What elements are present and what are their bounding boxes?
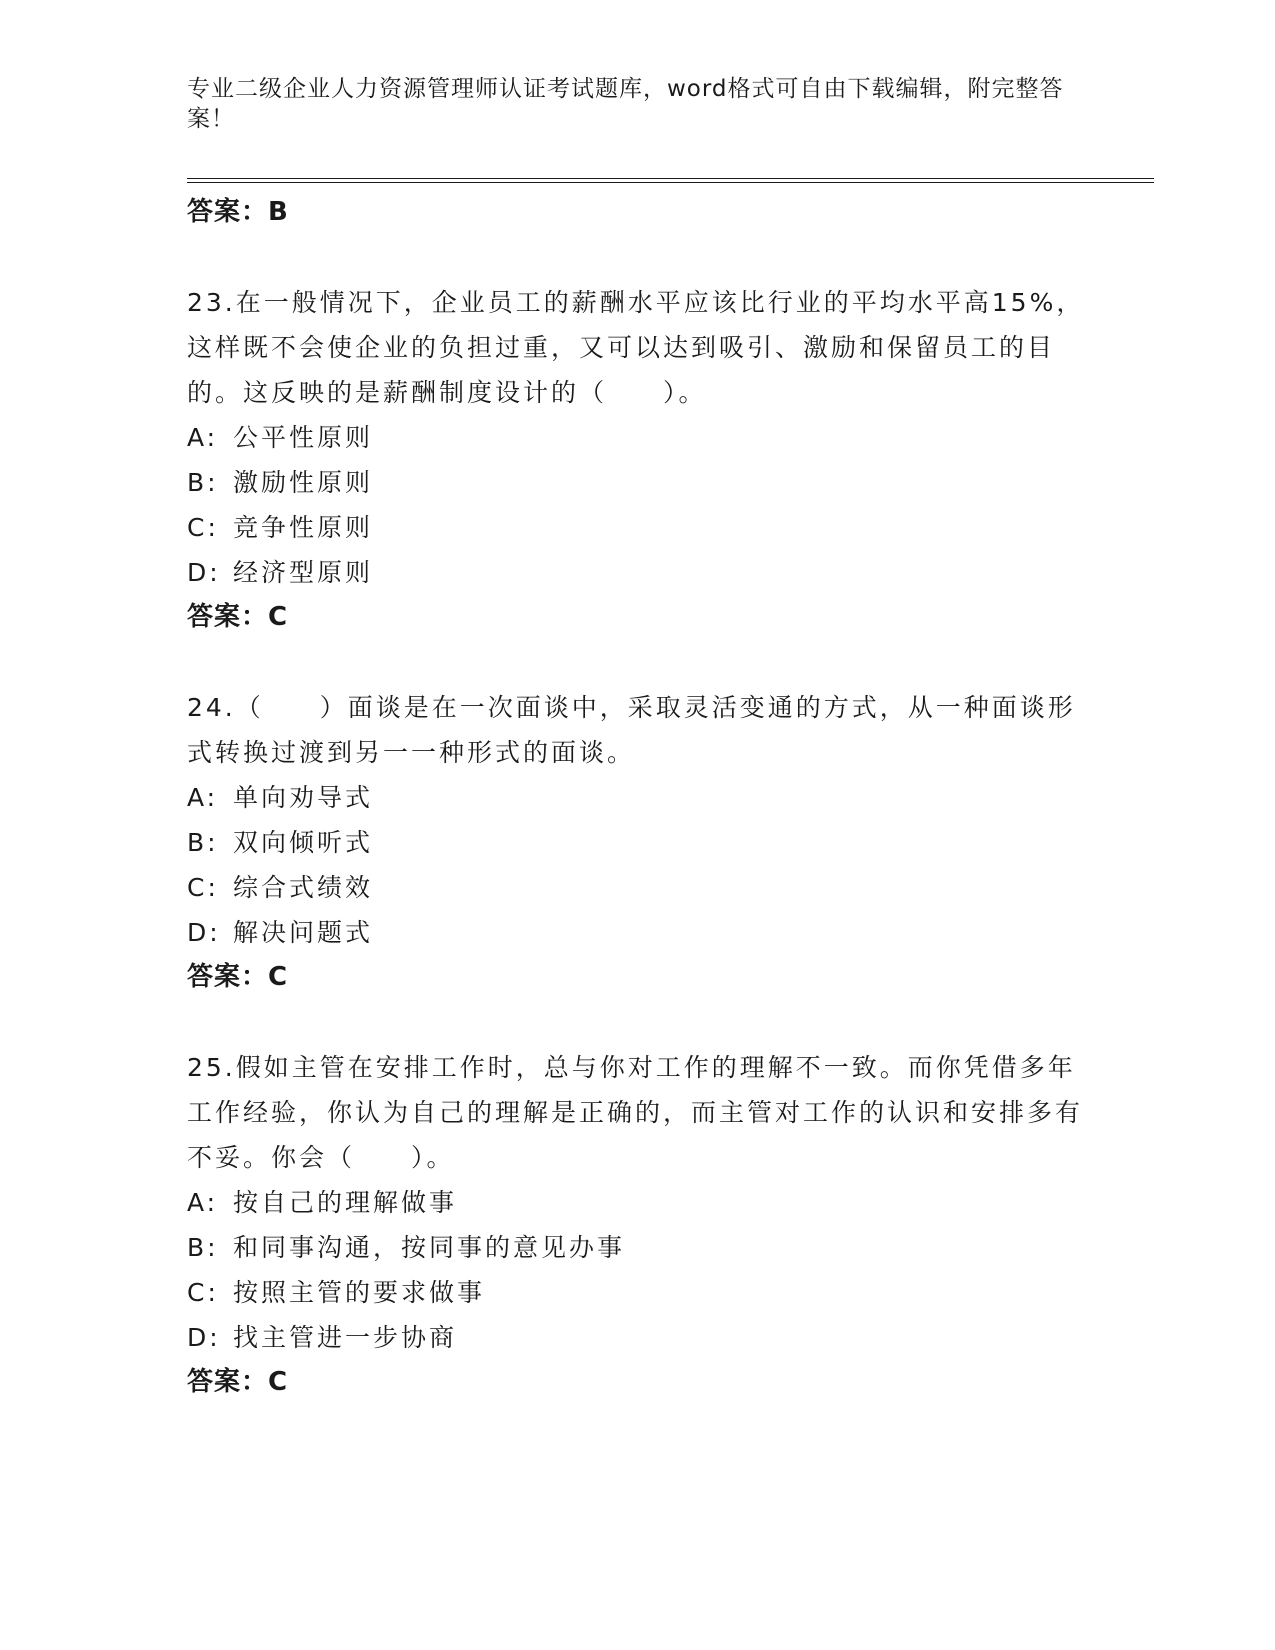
question-number: 23. — [187, 288, 236, 317]
option-b — [187, 820, 1087, 865]
option-key: A: — [187, 1188, 219, 1217]
header-divider-bottom — [187, 182, 1154, 183]
option-text: 竞争性原则 — [233, 513, 374, 542]
answer-value: C — [268, 1367, 289, 1397]
option-d — [187, 550, 1087, 595]
answer-value: C — [268, 602, 289, 632]
option-text: 和同事沟通，按同事的意见办事 — [233, 1233, 626, 1262]
document-header: 专业二级企业人力资源管理师认证考试题库，word格式可自由下载编辑，附完整答案！ — [187, 76, 1064, 132]
answer-label: 答案： — [187, 197, 269, 227]
question-spacer — [187, 640, 1087, 685]
option-key: D: — [187, 918, 221, 947]
option-c — [187, 1270, 1087, 1315]
option-c — [187, 865, 1087, 910]
question-spacer — [187, 235, 1087, 280]
question-number: 25. — [187, 1053, 236, 1082]
question-23 — [187, 280, 1087, 640]
answer-value: C — [268, 962, 289, 992]
answer-line — [187, 1360, 1087, 1405]
question-list — [187, 190, 1087, 1405]
question-text: 假如主管在安排工作时，总与你对工作的理解不一致。而你凭借多年工作经验，你认为自己的理解是正确的，而主管对工作的认识和安排多有不妥。你会（ ）。 — [187, 1053, 1084, 1172]
option-key: B: — [187, 1233, 219, 1262]
option-key: C: — [187, 513, 219, 542]
option-a — [187, 415, 1087, 460]
question-stem — [187, 1045, 1087, 1180]
answer-label: 答案： — [187, 1367, 269, 1397]
answer-label: 答案： — [187, 962, 269, 992]
question-stem — [187, 685, 1087, 775]
option-key: D: — [187, 1323, 221, 1352]
option-a — [187, 1180, 1087, 1225]
option-text: 解决问题式 — [233, 918, 374, 947]
option-key: B: — [187, 468, 219, 497]
question-text: 在一般情况下，企业员工的薪酬水平应该比行业的平均水平高15%，这样既不会使企业的负担过重，又可以达到吸引、激励和保留员工的目的。这反映的是薪酬制度设计的（ ）。 — [187, 288, 1085, 407]
question-stem — [187, 280, 1087, 415]
option-a — [187, 775, 1087, 820]
question-25 — [187, 1045, 1087, 1405]
question-24 — [187, 685, 1087, 1000]
question-text: （ ）面谈是在一次面谈中，采取灵活变通的方式，从一种面谈形式转换过渡到另一一种形式的面谈。 — [187, 693, 1076, 767]
option-key: A: — [187, 423, 219, 452]
option-text: 公平性原则 — [233, 423, 374, 452]
option-text: 按照主管的要求做事 — [233, 1278, 486, 1307]
answer-line — [187, 595, 1087, 640]
option-key: C: — [187, 1278, 219, 1307]
option-text: 双向倾听式 — [233, 828, 374, 857]
option-d — [187, 910, 1087, 955]
option-text: 激励性原则 — [233, 468, 374, 497]
option-c — [187, 505, 1087, 550]
option-d — [187, 1315, 1087, 1360]
answer-line — [187, 190, 1087, 235]
answer-value: B — [268, 197, 289, 227]
question-number: 24. — [187, 693, 236, 722]
option-key: B: — [187, 828, 219, 857]
header-divider-top — [187, 178, 1154, 179]
option-text: 找主管进一步协商 — [233, 1323, 458, 1352]
option-text: 按自己的理解做事 — [233, 1188, 458, 1217]
option-text: 经济型原则 — [233, 558, 374, 587]
question-spacer — [187, 1000, 1087, 1045]
option-key: C: — [187, 873, 219, 902]
option-b — [187, 1225, 1087, 1270]
answer-label: 答案： — [187, 602, 269, 632]
answer-line — [187, 955, 1087, 1000]
option-text: 综合式绩效 — [233, 873, 374, 902]
option-b — [187, 460, 1087, 505]
option-text: 单向劝导式 — [233, 783, 374, 812]
option-key: D: — [187, 558, 221, 587]
option-key: A: — [187, 783, 219, 812]
